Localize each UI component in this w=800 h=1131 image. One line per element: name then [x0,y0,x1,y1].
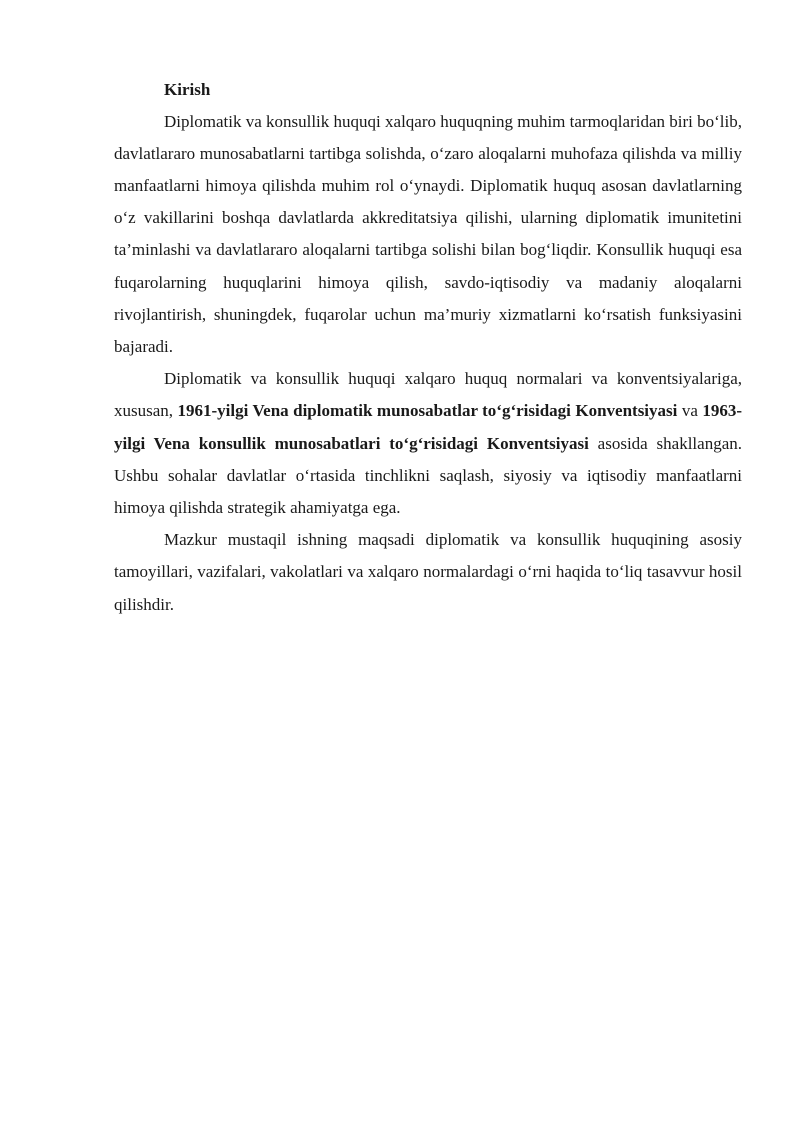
document-page [114,74,742,621]
vienna-1963-convention: 1963-yilgi Vena konsullik munosabatlari to‘g‘risidagi Konventsiyasi [114,401,742,453]
paragraph-2-text-end: asosida shakllangan. Ushbu sohalar davlatlar o‘rtasida tinchlikni saqlash, siyosiy va iqtisodiy manfaatlarni himoya qilishda strategik ahamiyatga ega. [114,433,742,517]
paragraph-2 [114,363,742,524]
paragraph-3: Mazkur mustaqil ishning maqsadi diplomatik va konsullik huquqining asosiy tamoyillari, vazifalari, vakolatlari va xalqaro normalardagi o‘rni haqida to‘liq tasavvur hosil qilishdir. [114,530,742,614]
paragraph-2-text-mid: va [677,401,703,421]
vienna-1961-convention: 1961-yilgi Vena diplomatik munosabatlar to‘g‘risidagi Konventsiyasi [177,401,678,421]
section-heading: Kirish [164,80,211,99]
paragraph-2-text-start: Diplomatik va konsullik huquqi xalqaro huquq normalari va konventsiyalariga, xususan, [114,369,742,421]
paragraph-1: Diplomatik va konsullik huquqi xalqaro huquqning muhim tarmoqlaridan biri bo‘lib, davlatlararo munosabatlarni tartibga solishda, o‘zaro aloqalarni muhofaza qilishda va milliy manfaatlarni himoya qilishda muhim rol o‘ynaydi. Diplomatik huquq asosan davlatlarning o‘z vakillarini boshqa davlatlarda akkreditatsiya qilishi, ularning diplomatik imunitetini ta’minlashi va davlatlararo aloqalarni tartibga solishi bilan bog‘liqdir. Konsullik huquqi esa fuqarolarning huquqlarini himoya qilish, savdo-iqtisodiy va madaniy aloqalarni rivojlantirish, shuningdek, fuqarolar uchun ma’muriy xizmatlarni ko‘rsatish funksiyasini bajaradi. [114,111,742,356]
